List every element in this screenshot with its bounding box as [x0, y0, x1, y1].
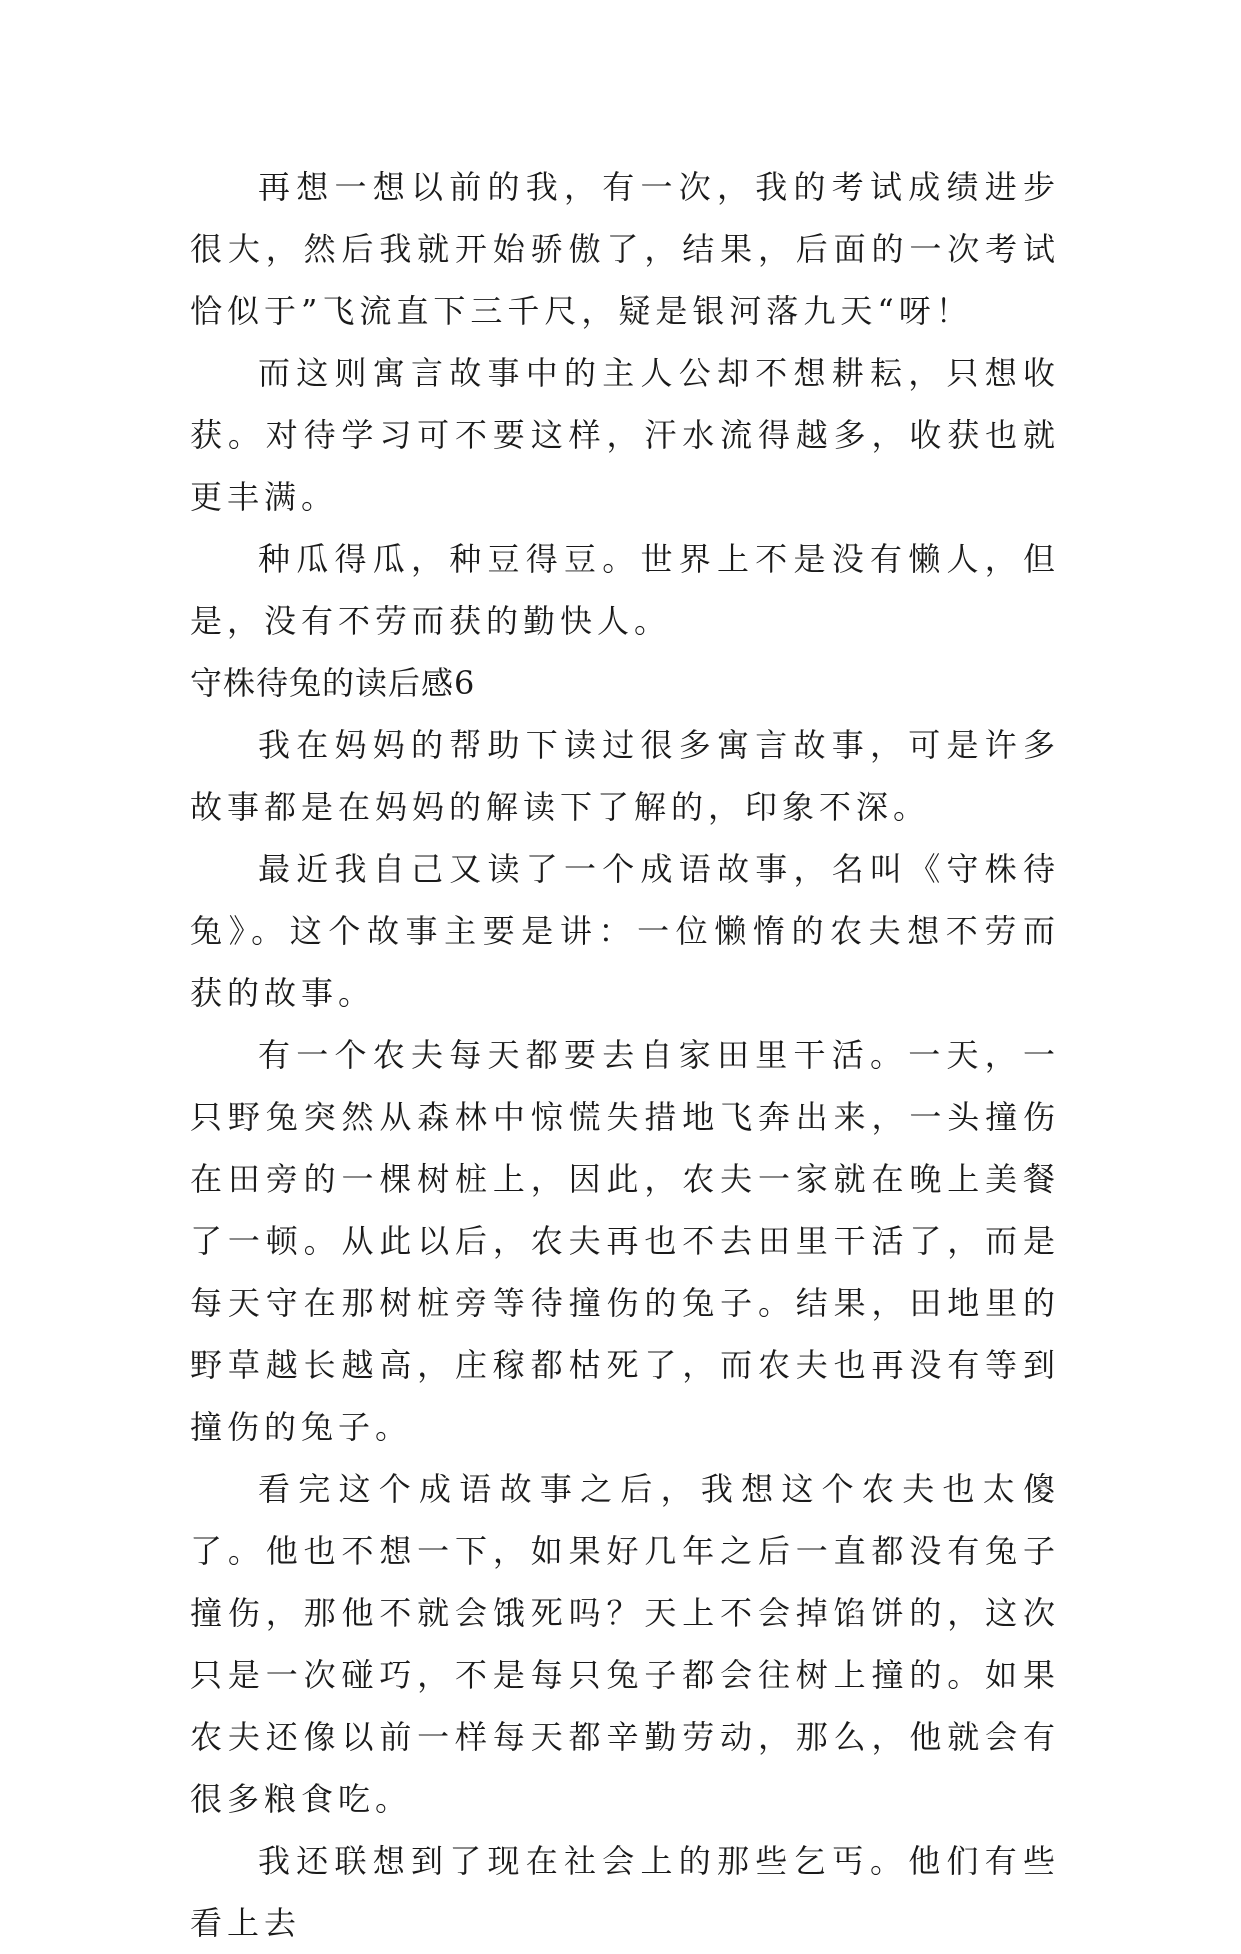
- paragraph: 有一个农夫每天都要去自家田里干活。一天，一只野兔突然从森林中惊慌失措地飞奔出来，一头撞伤在田旁的一棵树桩上，因此，农夫一家就在晚上美餐了一顿。从此以后，农夫再也不去田里干活了，而是每天守在那树桩旁等待撞伤的兔子。结果，田地里的野草越长越高，庄稼都枯死了，而农夫也再没有等到撞伤的兔子。: [190, 1036, 1060, 1446]
- paragraph: 我还联想到了现在社会上的那些乞丐。他们有些看上去: [190, 1842, 1060, 1942]
- section-heading: 守株待兔的读后感6: [190, 664, 476, 702]
- paragraph: 最近我自己又读了一个成语故事，名叫《守株待兔》。这个故事主要是讲：一位懒惰的农夫想不劳而获的故事。: [190, 850, 1060, 1012]
- paragraph: 而这则寓言故事中的主人公却不想耕耘，只想收获。对待学习可不要这样，汗水流得越多，收获也就更丰满。: [190, 354, 1060, 516]
- paragraph: 种瓜得瓜，种豆得豆。世界上不是没有懒人，但是，没有不劳而获的勤快人。: [190, 540, 1060, 640]
- paragraph: 再想一想以前的我，有一次，我的考试成绩进步很大，然后我就开始骄傲了，结果，后面的一次考试恰似于”飞流直下三千尺，疑是银河落九天“呀！: [190, 168, 1060, 330]
- document-body: [190, 156, 1060, 1954]
- paragraph: 我在妈妈的帮助下读过很多寓言故事，可是许多故事都是在妈妈的解读下了解的，印象不深。: [190, 726, 1060, 826]
- paragraph: 看完这个成语故事之后，我想这个农夫也太傻了。他也不想一下，如果好几年之后一直都没有兔子撞伤，那他不就会饿死吗？天上不会掉馅饼的，这次只是一次碰巧，不是每只兔子都会往树上撞的。如果农夫还像以前一样每天都辛勤劳动，那么，他就会有很多粮食吃。: [190, 1470, 1060, 1818]
